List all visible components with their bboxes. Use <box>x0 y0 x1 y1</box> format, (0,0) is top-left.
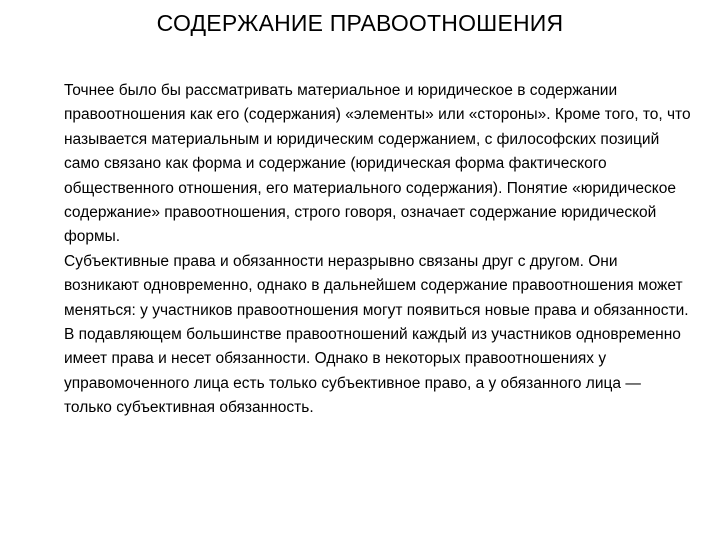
paragraph-rights-duties: Субъективные права и обязанности неразрывно связаны друг с другом. Они возникают одновременно, однако в дальнейшем содержание правоотношения может меняться: у участников правоотношения могут появиться новые права и обязанности. <box>64 252 689 319</box>
slide-body <box>64 79 692 421</box>
paragraph-content-elements: Точнее было бы рассматривать материальное и юридическое в содержании правоотношения как его (содержания) «элементы» или «стороны». Кроме того, то, что называется материальным и юридическим содержанием, с философских позиций само связано как форма и содержание (юридическая форма фактического общественного отношения, его материального содержания). Понятие «юридическое содержание» правоотношения, строго говоря, означает содержание юридической формы. <box>64 82 691 246</box>
paragraph-participants: В подавляющем большинстве правоотношений каждый из участников одновременно имеет права и несет обязанности. Однако в некоторых правоотношениях у управомоченного лица есть только субъективное право, а у обязанного лица — только субъективная обязанность. <box>64 326 681 417</box>
slide-title: СОДЕРЖАНИЕ ПРАВООТНОШЕНИЯ <box>156 10 564 36</box>
